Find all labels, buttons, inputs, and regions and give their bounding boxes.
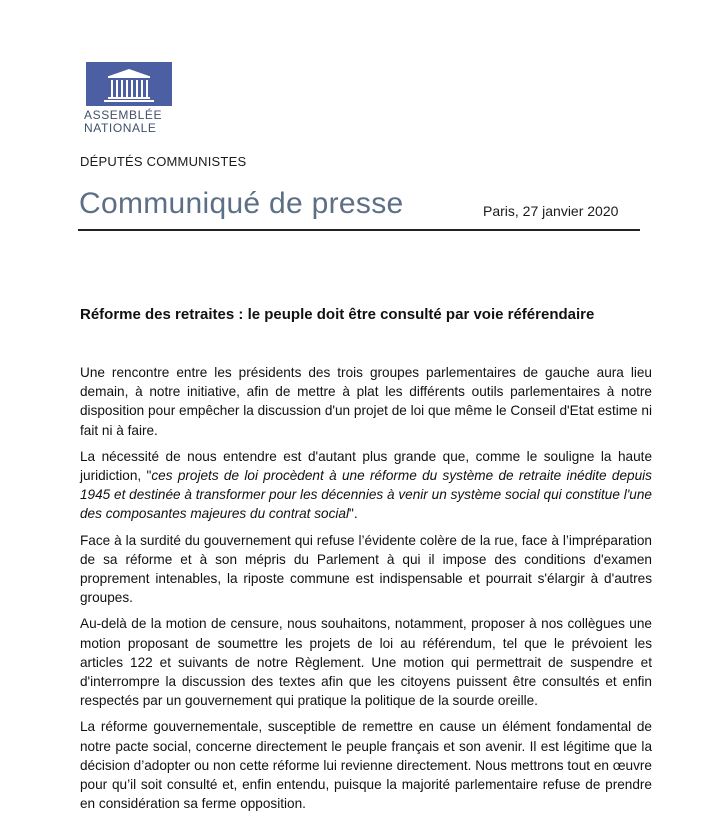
press-release-date: Paris, 27 janvier 2020 (483, 203, 619, 219)
body-paragraph-2 (80, 447, 652, 524)
body-paragraph-1: Une rencontre entre les présidents des trois groupes parlementaires de gauche aura lieu demain, à notre initiative, afin de mettre à plat les différents outils parlementaires à notre disposition pour empêcher la discussion d'un projet de loi que même le Conseil d'Etat estime ni fait ni à faire. (80, 365, 652, 438)
logo-line-1: ASSEMBLÉE (84, 108, 163, 122)
body-paragraph-5: La réforme gouvernementale, susceptible de remettre en cause un élément fondamental de notre pacte social, concerne directement le peuple français et son avenir. Il est légitime que la décision d’adopter ou non cette réforme lui revienne directement. Nous mettrons tout en œuvre pour qu’il soit consulté et, enfin entendu, puisque la majorité parlementaire refuse de prendre en considération sa ferme opposition. (80, 719, 652, 812)
headline: Réforme des retraites : le peuple doit être consulté par voie référendaire (80, 306, 595, 323)
conseil-etat-quote: ces projets de loi procèdent à une réforme du système de retraite inédite depuis 1945 et destinée à transformer pour les décennies à venir un système social qui constitue l'une des composantes majeures du contrat social (80, 468, 652, 522)
body-paragraph-4: Au-delà de la motion de censure, nous souhaitons, notamment, proposer à nos collègues une motion proposant de soumettre les projets de loi au référendum, tel que le prévoient les articles 122 et suivants de notre Règlement. Une motion qui permettrait de suspendre et d'interrompre la discussion des textes afin que les citoyens puissent être consultés et enfin respectés par un gouvernement qui pratique la politique de la sourde oreille. (80, 616, 652, 709)
assemblee-nationale-logo (84, 60, 174, 142)
group-name: DÉPUTÉS COMMUNISTES (80, 154, 247, 169)
press-release-body (80, 363, 652, 820)
logo-line-2: NATIONALE (84, 121, 157, 135)
paragraph-2-intro: La nécessité de nous entendre est d'autant plus grande que, comme le souligne la haute juridiction, " (80, 448, 652, 484)
header-divider (78, 229, 640, 231)
body-paragraph-3: Face à la surdité du gouvernement qui refuse l’évidente colère de la rue, face à l’impréparation de sa réforme et à son mépris du Parlement à qui il impose des conditions d'examen proprement intenables, la riposte commune est indispensable et pourrait s'élargir à d'autres groupes. (80, 532, 652, 606)
hemicycle-building-icon (84, 60, 174, 108)
logo-wordmark (84, 109, 174, 135)
paragraph-2-end: ". (349, 506, 358, 522)
page-title: Communiqué de presse (79, 187, 404, 220)
